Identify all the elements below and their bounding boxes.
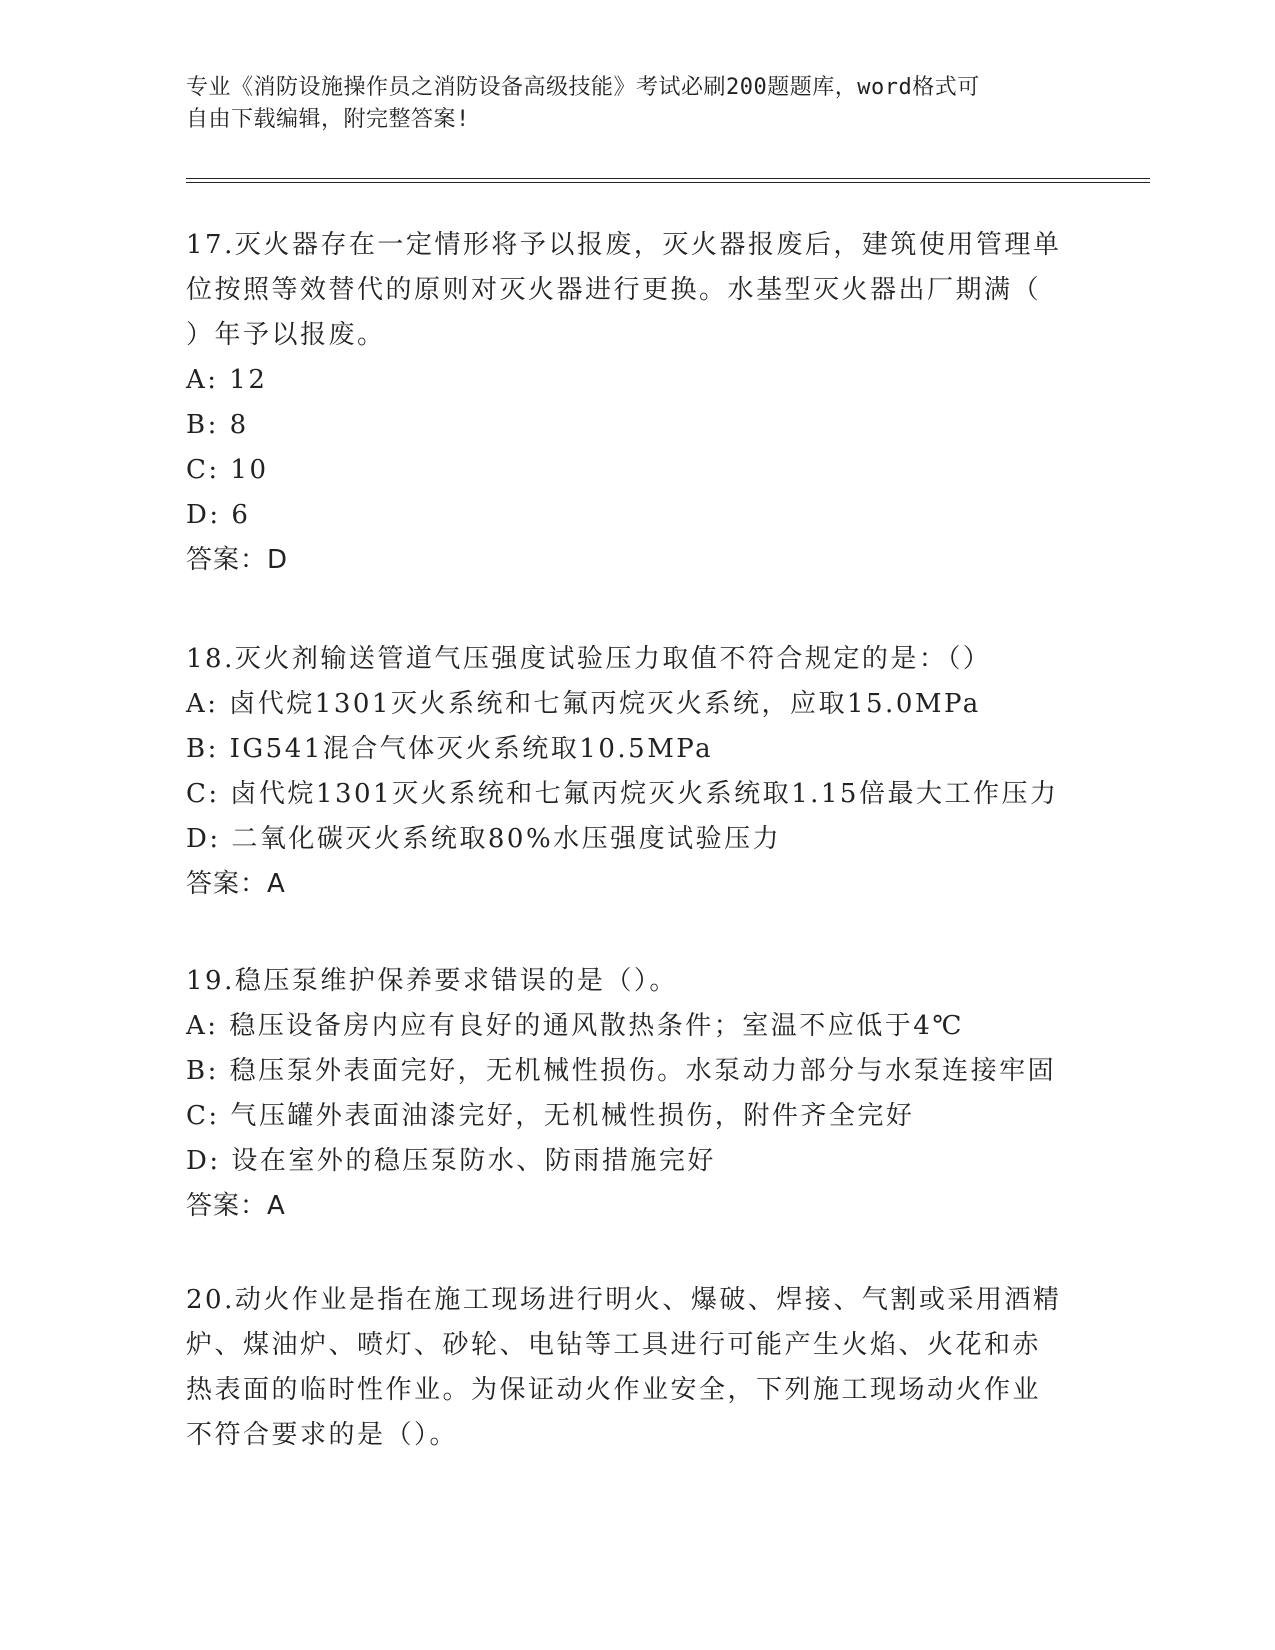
answer: 答案：A (186, 869, 286, 899)
question-18 (186, 637, 1086, 907)
question-stem: 炉、煤油炉、喷灯、砂轮、电钻等工具进行可能产生火焰、火花和赤 (186, 1330, 1042, 1360)
question-stem: 位按照等效替代的原则对灭火器进行更换。水基型灭火器出厂期满（ (186, 275, 1042, 305)
question-stem: ）年予以报废。 (186, 320, 386, 350)
answer: 答案：A (186, 1191, 286, 1221)
option-d: D: 设在室外的稳压泵防水、防雨措施完好 (186, 1146, 716, 1176)
option-b: B: IG541混合气体灭火系统取10.5MPa (186, 734, 714, 764)
option-a: A: 稳压设备房内应有良好的通风散热条件；室温不应低于4℃ (186, 1011, 964, 1041)
header-divider (186, 182, 1150, 183)
option-d: D: 二氧化碳灭火系统取80%水压强度试验压力 (186, 824, 782, 854)
option-a: A: 12 (186, 365, 268, 395)
question-17 (186, 223, 1086, 583)
header-line: 专业《消防设施操作员之消防设备高级技能》考试必刷200题题库，word格式可 (186, 75, 980, 100)
option-a: A: 卤代烷1301灭火系统和七氟丙烷灭火系统，应取15.0MPa (186, 689, 981, 719)
question-stem: 17.灭火器存在一定情形将予以报废，灭火器报废后，建筑使用管理单 (186, 230, 1062, 260)
document-header (186, 72, 1076, 136)
question-19 (186, 959, 1086, 1229)
header-line: 自由下载编辑，附完整答案! (186, 107, 470, 132)
question-stem: 热表面的临时性作业。为保证动火作业安全，下列施工现场动火作业 (186, 1375, 1042, 1405)
question-stem: 不符合要求的是（）。 (186, 1420, 459, 1450)
question-20 (186, 1278, 1086, 1458)
option-d: D: 6 (186, 500, 251, 530)
option-b: B: 8 (186, 410, 249, 440)
question-stem: 18.灭火剂输送管道气压强度试验压力取值不符合规定的是：（） (186, 644, 992, 674)
option-c: C: 10 (186, 455, 269, 485)
answer: 答案：D (186, 545, 289, 575)
option-c: C: 卤代烷1301灭火系统和七氟丙烷灭火系统取1.15倍最大工作压力 (186, 779, 1059, 809)
option-c: C: 气压罐外表面油漆完好，无机械性损伤，附件齐全完好 (186, 1101, 915, 1131)
question-stem: 19.稳压泵维护保养要求错误的是（）。 (186, 966, 678, 996)
header-divider (186, 178, 1150, 179)
question-stem: 20.动火作业是指在施工现场进行明火、爆破、焊接、气割或采用酒精 (186, 1285, 1062, 1315)
option-b: B: 稳压泵外表面完好，无机械性损伤。水泵动力部分与水泵连接牢固 (186, 1056, 1057, 1086)
